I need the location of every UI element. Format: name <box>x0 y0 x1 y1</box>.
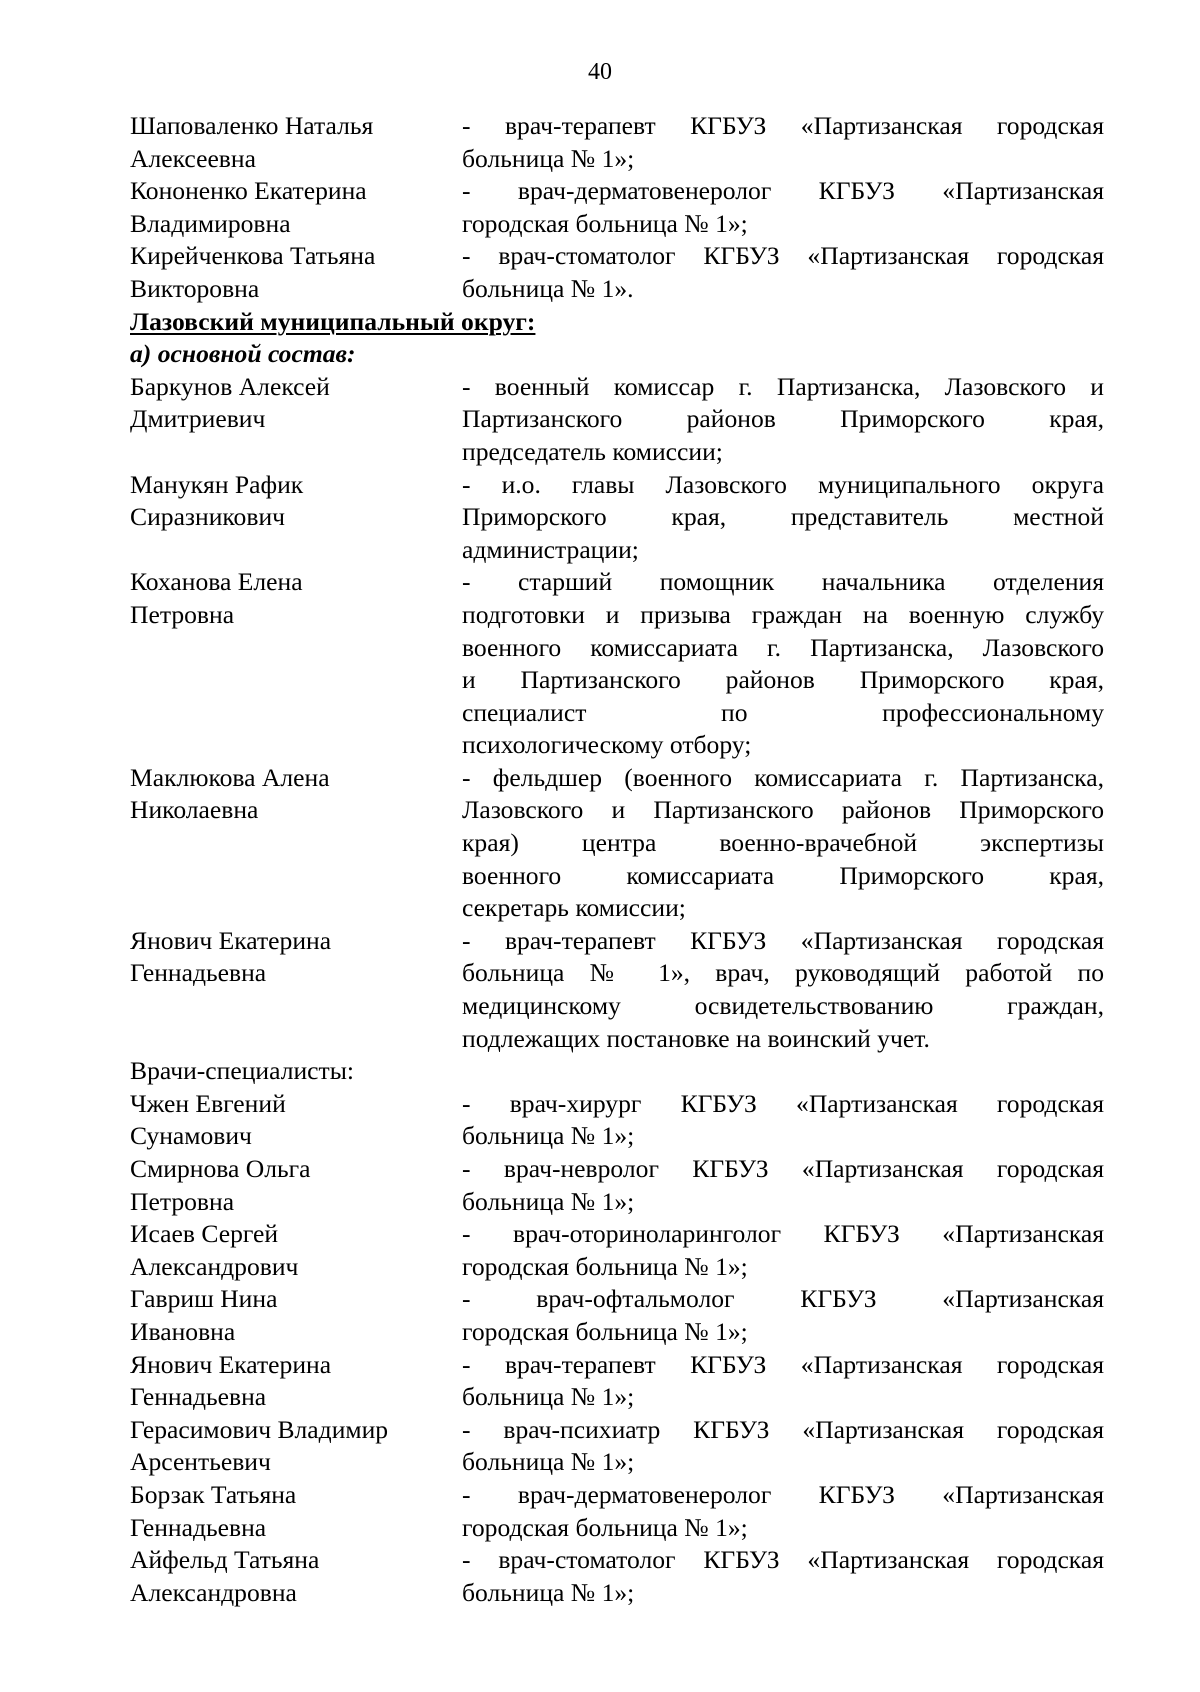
person-role-line: - врач-дерматовенеролог КГБУЗ «Партизанская <box>462 176 1104 206</box>
person-role-line: - врач-терапевт КГБУЗ «Партизанская городская <box>462 1349 1104 1379</box>
person-role-line: администрации; <box>462 534 639 564</box>
person-role-line: - врач-дерматовенеролог КГБУЗ «Партизанская <box>462 1479 1104 1509</box>
person-role <box>462 1349 1104 1414</box>
document-body <box>130 110 1104 1609</box>
person-role-line: - врач-хирург КГБУЗ «Партизанская городская <box>462 1088 1104 1118</box>
person-role-line: - врач-терапевт КГБУЗ «Партизанская городская <box>462 925 1104 955</box>
person-name-line: Петровна <box>130 599 235 629</box>
person-role-line: военного комиссариата Приморского края, <box>462 860 1104 890</box>
commission-member <box>130 240 1104 305</box>
person-role-line: психологическому отбору; <box>462 730 752 760</box>
person-name <box>130 1544 462 1609</box>
person-name <box>130 371 462 436</box>
person-name-line: Геннадьевна <box>130 1512 267 1542</box>
commission-member <box>130 175 1104 240</box>
person-name <box>130 925 462 990</box>
person-role-line: специалист по профессиональному <box>462 697 1104 727</box>
person-name <box>130 469 462 534</box>
specialist-doctor <box>130 1414 1104 1479</box>
person-role <box>462 1218 1104 1283</box>
person-role-line: Лазовского и Партизанского районов Приморского <box>462 795 1104 825</box>
person-role-line: подлежащих постановке на воинский учет. <box>462 1023 930 1053</box>
specialist-doctor <box>130 1479 1104 1544</box>
person-role-line: председатель комиссии; <box>462 436 723 466</box>
specialist-doctor <box>130 1544 1104 1609</box>
person-role <box>462 175 1104 240</box>
person-role-line: - старший помощник начальника отделения <box>462 567 1104 597</box>
specialist-doctor <box>130 1218 1104 1283</box>
commission-member <box>130 371 1104 469</box>
person-name-line: Викторовна <box>130 273 260 303</box>
person-name-line: Янович Екатерина <box>130 1349 332 1379</box>
person-name <box>130 240 462 305</box>
specialist-doctor <box>130 1088 1104 1153</box>
person-name <box>130 1479 462 1544</box>
person-role-line: больница № 1»; <box>462 1186 635 1216</box>
person-role-line: подготовки и призыва граждан на военную службу <box>462 599 1104 629</box>
person-role-line: - врач-офтальмолог КГБУЗ «Партизанская <box>462 1284 1104 1314</box>
commission-member <box>130 762 1104 925</box>
commission-member <box>130 110 1104 175</box>
person-role-line: больница № 1». <box>462 273 634 303</box>
person-name-line: Шаповаленко Наталья <box>130 111 374 140</box>
person-role <box>462 371 1104 469</box>
commission-member <box>130 925 1104 1055</box>
person-name-line: Геннадьевна <box>130 1382 267 1412</box>
person-role-line: - врач-психиатр КГБУЗ «Партизанская городская <box>462 1414 1104 1444</box>
person-name-line: Владимировна <box>130 208 291 238</box>
person-name-line: Айфельд Татьяна <box>130 1545 320 1575</box>
person-name <box>130 1349 462 1414</box>
specialist-doctor <box>130 1283 1104 1348</box>
person-role-line: - и.о. главы Лазовского муниципального округа <box>462 469 1104 499</box>
person-role-line: - врач-невролог КГБУЗ «Партизанская городская <box>462 1154 1104 1183</box>
person-role <box>462 110 1104 175</box>
person-name-line: Александрович <box>130 1251 299 1281</box>
person-role <box>462 1153 1104 1218</box>
person-name-line: Чжен Евгений <box>130 1088 286 1118</box>
person-role-line: больница № 1»; <box>462 143 635 173</box>
person-role-line: городская больница № 1»; <box>462 1316 748 1346</box>
person-name-line: Сиразникович <box>130 502 286 532</box>
specialist-doctor <box>130 1349 1104 1414</box>
person-role-line: - фельдшер (военного комиссариата г. Партизанска, <box>462 762 1104 792</box>
person-name-line: Алексеевна <box>130 143 256 173</box>
person-role <box>462 762 1104 925</box>
person-role-line: Партизанского районов Приморского края, <box>462 404 1104 434</box>
person-name-line: Кононенко Екатерина <box>130 176 367 206</box>
person-role <box>462 469 1104 567</box>
person-role-line: - врач-стоматолог КГБУЗ «Партизанская городская <box>462 241 1104 271</box>
person-role-line: - врач-стоматолог КГБУЗ «Партизанская городская <box>462 1545 1104 1575</box>
person-role-line: больница № 1», врач, руководящий работой по <box>462 958 1104 988</box>
person-role-line: Приморского края, представитель местной <box>462 502 1104 532</box>
person-role <box>462 925 1104 1055</box>
person-name-line: Маклюкова Алена <box>130 762 330 792</box>
person-role-line: и Партизанского районов Приморского края, <box>462 665 1104 695</box>
commission-member <box>130 469 1104 567</box>
specialist-doctor <box>130 1153 1104 1218</box>
person-name-line: Манукян Рафик <box>130 469 304 499</box>
person-name-line: Гавриш Нина <box>130 1284 278 1314</box>
person-name-line: Петровна <box>130 1186 235 1216</box>
person-name <box>130 1283 462 1348</box>
person-role-line: - врач-терапевт КГБУЗ «Партизанская городская <box>462 111 1104 140</box>
person-role-line: городская больница № 1»; <box>462 208 748 238</box>
person-name <box>130 1153 462 1218</box>
person-role-line: больница № 1»; <box>462 1382 635 1412</box>
person-name-line: Дмитриевич <box>130 404 266 434</box>
main-composition-list <box>130 371 1104 1055</box>
person-role <box>462 1283 1104 1348</box>
person-role-line: - военный комиссар г. Партизанска, Лазовского и <box>462 371 1104 401</box>
person-name-line: Исаев Сергей <box>130 1219 279 1249</box>
person-name-line: Ивановна <box>130 1316 236 1346</box>
person-name-line: Борзак Татьяна <box>130 1479 297 1509</box>
person-role-line: больница № 1»; <box>462 1577 635 1607</box>
person-role-line: городская больница № 1»; <box>462 1251 748 1281</box>
person-name <box>130 566 462 631</box>
person-role <box>462 1544 1104 1609</box>
page-number: 40 <box>588 59 612 85</box>
person-name-line: Янович Екатерина <box>130 925 332 955</box>
person-role <box>462 566 1104 762</box>
person-role <box>462 1414 1104 1479</box>
person-role-line: - врач-оториноларинголог КГБУЗ «Партизанская <box>462 1219 1104 1249</box>
person-name-line: Геннадьевна <box>130 958 267 988</box>
person-name-line: Баркунов Алексей <box>130 371 330 401</box>
person-role-line: секретарь комиссии; <box>462 893 686 923</box>
person-name <box>130 762 462 827</box>
person-role-line: края) центра военно-врачебной экспертизы <box>462 828 1104 858</box>
person-name <box>130 1414 462 1479</box>
person-name-line: Николаевна <box>130 795 259 825</box>
person-name-line: Арсентьевич <box>130 1447 271 1477</box>
person-role-line: городская больница № 1»; <box>462 1512 748 1542</box>
top-entries-list <box>130 110 1104 306</box>
person-role <box>462 240 1104 305</box>
person-role-line: больница № 1»; <box>462 1447 635 1477</box>
person-name <box>130 1088 462 1153</box>
section-heading: Лазовский муниципальный округ: <box>130 306 536 336</box>
person-name <box>130 175 462 240</box>
person-role-line: медицинскому освидетельствованию граждан, <box>462 991 1104 1021</box>
person-name-line: Коханова Елена <box>130 567 303 597</box>
specialists-label: Врачи-специалисты: <box>130 1056 355 1086</box>
commission-member <box>130 566 1104 762</box>
person-role-line: больница № 1»; <box>462 1121 635 1151</box>
person-role <box>462 1088 1104 1153</box>
person-name-line: Сунамович <box>130 1121 252 1151</box>
person-role-line: военного комиссариата г. Партизанска, Лазовского <box>462 632 1104 662</box>
section-subheading: а) основной состав: <box>130 339 356 369</box>
person-name-line: Смирнова Ольга <box>130 1154 311 1183</box>
person-name <box>130 1218 462 1283</box>
specialists-list <box>130 1088 1104 1610</box>
person-name-line: Александровна <box>130 1577 297 1607</box>
person-name <box>130 110 462 175</box>
person-role <box>462 1479 1104 1544</box>
person-name-line: Кирейченкова Татьяна <box>130 241 376 271</box>
person-name-line: Герасимович Владимир <box>130 1414 389 1444</box>
